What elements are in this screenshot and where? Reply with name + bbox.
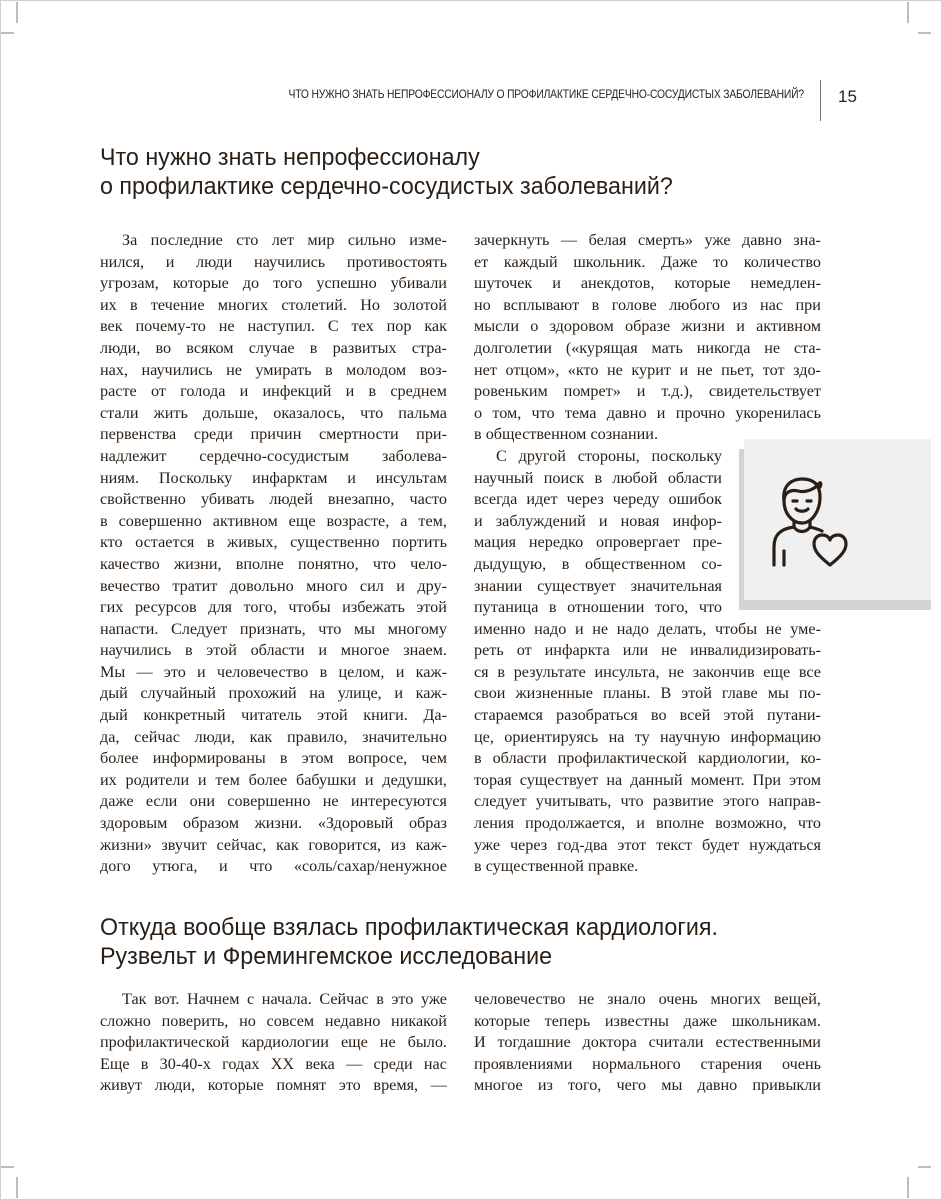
text-line: вечество тратит довольно много сил и дру- (100, 576, 447, 595)
text-line: кто остается в живых, существенно портить (100, 533, 447, 552)
text-line: ниям. Поскольку инфарктам и инсультам (100, 468, 447, 487)
text-line: путаница в отношении того, что (474, 598, 722, 617)
text-line: угрозам, которые до того успешно убивали (100, 274, 447, 293)
text-line: дого утюга, и что «соль/сахар/ненужное (100, 857, 447, 876)
crop-mark-bottom-right-v (907, 1177, 909, 1198)
text-line: даже если они совершенно не интересуются (100, 792, 447, 811)
text-line: в общественном сознании. (474, 425, 659, 444)
text-line: именно надо и не надо делать, чтобы не уме- (474, 619, 821, 638)
text-line: Так вот. Начнем с начала. Сейчас в это уже (122, 990, 447, 1008)
text-line: проявлениями нормального старения очень (474, 1054, 821, 1073)
text-line: дый конкретный читатель этой книги. Да- (100, 706, 447, 725)
page-number: 15 (838, 87, 857, 106)
text-line: следует учитывать, что развитие этого направ- (474, 792, 821, 811)
text-line: И тогдашние доктора считали естественными (474, 1033, 821, 1052)
text-line: расте от голода и инфекций и в среднем (100, 382, 447, 401)
text-line: ления продолжается, и вполне возможно, что (474, 814, 821, 833)
text-line: качество жизни, вполне понятно, что чело- (100, 554, 447, 573)
text-line: напасти. Следует признать, что мы многому (100, 619, 447, 638)
text-line: стали жить дольше, оказалось, что пальма (100, 403, 447, 422)
text-line: первенства среди причин смертности при- (100, 425, 447, 444)
text-line: жизни» звучит сейчас, как говорится, из каж- (100, 835, 447, 854)
text-line: их родители и тем более бабушки и дедушки, (100, 770, 447, 789)
text-line: гих ресурсов для того, чтобы избежать этой (100, 598, 447, 617)
section-2-right-column (474, 989, 821, 1097)
section-title-1 (100, 143, 794, 201)
crop-mark-top-left-h (1, 32, 14, 34)
text-line: профилактической кардиологии еще не было. (100, 1033, 447, 1052)
text-line: живут люди, которые помнят это время, — (100, 1076, 447, 1095)
section-2-left-column (100, 989, 447, 1097)
text-line: С другой стороны, поскольку (496, 446, 722, 465)
text-line: Еще в 30-40-х годах XX века — среди нас (100, 1054, 447, 1073)
text-line: сложно поверить, но совсем недавно никакой (100, 1011, 447, 1030)
text-line: человечество не знало очень многих вещей, (474, 990, 821, 1008)
text-line: це, ориентируясь на ту научную информацию (474, 727, 821, 746)
text-line: о том, что тема давно и прочно укоренилась (474, 403, 821, 422)
text-line: дыдущую, в общественном со- (474, 554, 722, 573)
text-line: свои жизненные планы. В этой главе мы по- (474, 684, 821, 703)
text-line: реть от инфаркта или не инвалидизировать- (474, 641, 821, 660)
text-line: ровеньким помрет» и т.д.), свидетельствует (474, 382, 821, 401)
text-line: научились в этой области и многое знаем. (100, 641, 447, 660)
header-divider (820, 80, 821, 121)
crop-mark-top-right-h (918, 32, 931, 34)
text-line: ся в результате инсульта, не закончив еще все (474, 662, 821, 681)
text-line: нился, и люди научились противостоять (100, 252, 447, 271)
section-title-1-line: о профилактике сердечно-сосудистых заболеваний? (100, 173, 673, 200)
text-line: век почему-то не наступил. С тех пор как (100, 317, 447, 336)
text-line: зачеркнуть — белая смерть» уже давно зна- (474, 231, 821, 249)
icon-panel (744, 439, 931, 600)
text-line: шуточек и анекдотов, которые немедлен- (474, 274, 821, 293)
text-line: и заблуждений и новая инфор- (474, 511, 722, 530)
text-line: нах, научились не умирать в молодом воз- (100, 360, 447, 379)
text-line: За последние сто лет мир сильно изме- (122, 231, 447, 249)
crop-mark-bottom-right-h (918, 1166, 931, 1168)
text-line: да, сейчас люди, как правило, значительно (100, 727, 447, 746)
section-title-2 (100, 913, 794, 971)
section-1-left-column (100, 230, 447, 878)
text-line: более информированы в этом вопросе, чем (100, 749, 447, 768)
section-title-2-line: Откуда вообще взялась профилактическая кардиология. (100, 914, 718, 941)
text-line: надлежит сердечно-сосудистым заболева- (100, 446, 447, 465)
text-line: долголетии («курящая мать никогда не ста- (474, 338, 821, 357)
text-line: но всплывают в голове любого из нас при (474, 295, 821, 314)
text-line: в существенной правке. (474, 857, 639, 876)
crop-mark-top-left-v (16, 2, 18, 23)
person-with-heart-icon (762, 467, 862, 567)
text-line: в совершенно активном еще возрасте, а тем, (100, 511, 447, 530)
text-line: ет каждый школьник. Даже то количество (474, 252, 821, 271)
text-line: научный поиск в любой области (474, 468, 722, 487)
text-line: свойственно убивать людей внезапно, часто (100, 490, 447, 509)
text-line: их в течение многих столетий. Но золотой (100, 295, 447, 314)
text-line: люди, во всяком случае в развитых стра- (100, 338, 447, 357)
section-title-2-line: Рузвельт и Фремингемское исследование (100, 943, 553, 970)
text-line: всегда идет через череду ошибок (474, 490, 722, 509)
crop-mark-bottom-left-h (1, 1166, 14, 1168)
crop-mark-bottom-left-v (16, 1177, 18, 1198)
crop-mark-top-right-v (907, 2, 909, 23)
section-title-1-line: Что нужно знать непрофессионалу (100, 144, 480, 171)
text-line: мысли о здоровом образе жизни и активном (474, 317, 821, 336)
text-line: дый случайный прохожий на улице, и каж- (100, 684, 447, 703)
text-line: многое из того, чего мы давно привыкли (474, 1076, 821, 1095)
text-line: нет отцом», «кто не курит и не пьет, тот здо- (474, 360, 821, 379)
text-line: уже через год-два этот текст будет нуждаться (474, 835, 821, 854)
text-line: здоровым образом жизни. «Здоровый образ (100, 814, 447, 833)
text-line: Мы — это и человечество в целом, и каж- (100, 662, 447, 681)
text-line: стараемся разобраться во всей этой путани- (474, 706, 821, 725)
text-line: в области профилактической кардиологии, ко- (474, 749, 821, 768)
text-line: которые теперь известны даже школьникам. (474, 1011, 821, 1030)
text-line: мация нередко опровергает пре- (474, 533, 722, 552)
running-header-title: ЧТО НУЖНО ЗНАТЬ НЕПРОФЕССИОНАЛУ О ПРОФИЛАКТИКЕ СЕРДЕЧНО-СОСУДИСТЫХ ЗАБОЛЕВАНИЙ? (288, 87, 805, 101)
text-line: торая существует на данный момент. При этом (474, 770, 821, 789)
text-line: знании существует значительная (474, 576, 722, 595)
